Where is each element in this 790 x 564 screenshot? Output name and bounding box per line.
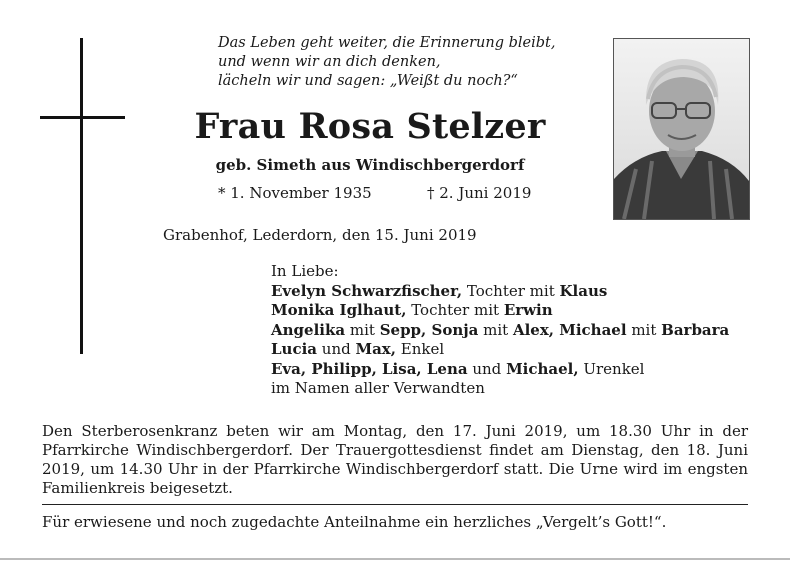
family-name: Max, (355, 340, 396, 358)
family-row (271, 360, 771, 380)
family-row (271, 321, 771, 341)
family-relation: Enkel (395, 340, 445, 358)
family-closing: im Namen aller Verwandten (271, 379, 485, 397)
family-relation: Tochter mit (406, 301, 504, 319)
family-name: Evelyn Schwarzfischer, (271, 281, 463, 300)
family-relation: mit (626, 320, 662, 339)
portrait-photo (613, 38, 750, 220)
family-relation: Urenkel (578, 359, 645, 378)
family-row (271, 282, 771, 302)
family-name: Erwin (503, 301, 553, 319)
family-name: Lucia (271, 340, 318, 358)
death-date: † 2. Juni 2019 (427, 184, 532, 202)
funeral-notice: Den Sterberosenkranz beten wir am Montag, den 17. Juni 2019, um 18.30 Uhr in der Pfarrkirche Windischbergerdorf. Der Trauergottesdienst findet am Dienstag, den 18. Juni 2019, um 14.30 Uhr in der Pfarrkirche Windischbergerdorf statt. Die Urne wird im engsten Familienkreis beigesetzt. (42, 422, 748, 497)
portrait-photo-image (614, 39, 749, 219)
family-row (271, 301, 771, 321)
family-name: Monika Iglhaut, (271, 301, 407, 319)
family-name: Sepp, Sonja (379, 320, 479, 339)
family-name: Angelika (271, 320, 346, 339)
place-and-date: Grabenhof, Lederdorn, den 15. Juni 2019 (163, 226, 477, 244)
family-name: Eva, Philipp, Lisa, Lena (271, 359, 468, 378)
thanks-note: Für erwiesene und noch zugedachte Anteilnahme ein herzliches „Vergelt’s Gott!“. (42, 513, 667, 531)
quote-line: lächeln wir und sagen: „Weißt du noch?“ (218, 73, 518, 89)
memorial-quote (218, 34, 598, 91)
quote-line: Das Leben geht weiter, die Erinnerung bleibt, (218, 35, 556, 51)
divider (42, 504, 748, 505)
maiden-name-origin: geb. Simeth aus Windischbergerdorf (215, 156, 525, 174)
family-intro: In Liebe: (271, 262, 339, 280)
cross-vertical-bar (80, 38, 83, 354)
family-relation: Tochter mit (462, 281, 560, 300)
bottom-border (0, 558, 790, 560)
family-relation: und (317, 340, 356, 358)
quote-line: und wenn wir an dich denken, (218, 54, 441, 70)
family-name: Klaus (559, 281, 608, 300)
birth-date: * 1. November 1935 (218, 184, 372, 202)
family-relation: und (467, 359, 507, 378)
family-relation: mit (345, 320, 380, 339)
deceased-name: Frau Rosa Stelzer (194, 106, 546, 147)
family-relation: mit (478, 320, 513, 339)
family-name: Alex, Michael (512, 320, 627, 339)
family-name: Barbara (661, 320, 730, 339)
family-row (271, 340, 771, 360)
family-name: Michael, (506, 359, 579, 378)
family-signatories (271, 262, 771, 399)
cross-horizontal-bar (40, 116, 125, 119)
